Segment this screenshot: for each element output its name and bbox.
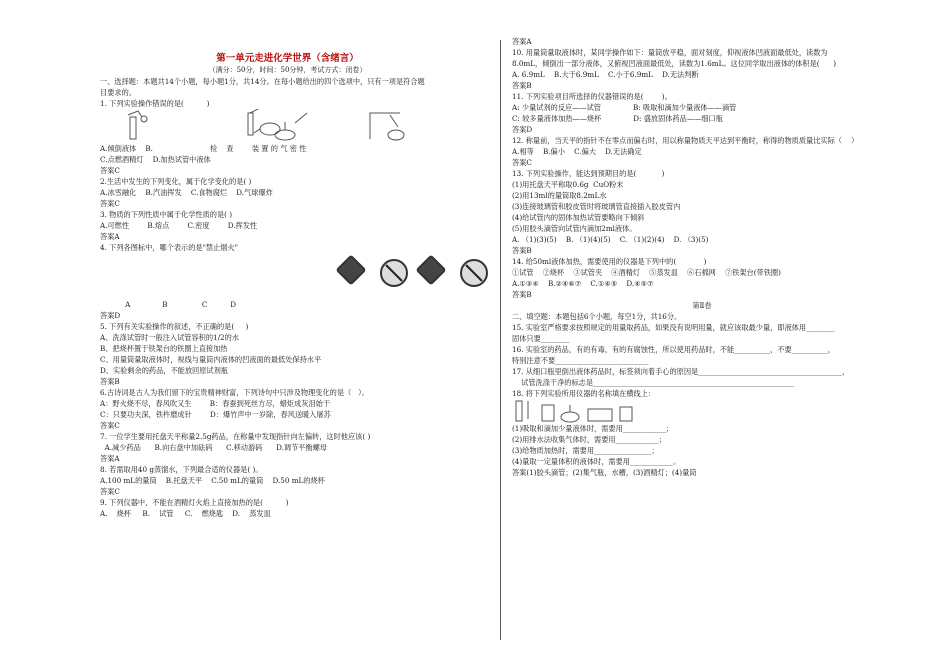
pour-liquid-illustration xyxy=(128,111,147,139)
text-line: 3. 物质的下列性质中属于化学性质的是( ) xyxy=(100,210,233,219)
heat-tube-illustration xyxy=(370,113,404,140)
experiment-illustrations xyxy=(100,109,475,143)
graduated-cylinder-icon xyxy=(516,401,522,421)
text-line: 特别注意不要__________________________ xyxy=(512,356,649,365)
page-title: 第一单元走进化学世界（含绪言） xyxy=(216,53,359,64)
apparatus-illustrations xyxy=(512,399,892,423)
text-line: A. 烧杯 B. 试管 C. 燃烧匙 D. 蒸发皿 xyxy=(100,509,271,518)
answer-line: 答案B xyxy=(512,81,532,90)
answer-line: 答案B xyxy=(512,290,532,299)
text-line: 1. 下列实验操作错误的是( ) xyxy=(100,99,210,108)
text-line: 7. 一位学生要用托盘天平称量2.5g药品，在称量中发现指针向左偏转，这时他应该( ) xyxy=(100,432,371,441)
text-line: 14. 给50ml液体加热，需要使用的仪器是下列中的( ) xyxy=(512,257,707,266)
answer-line: 答案A xyxy=(100,454,120,463)
text-line: (1)用托盘天平称取0.6g CuO粉末 xyxy=(512,180,624,189)
text-line: A：野火烧不尽，春风吹又生 B：春蚕到死丝方尽，蜡炬成灰泪始干 xyxy=(100,399,331,408)
beaker-icon xyxy=(620,407,632,421)
answer-line: 答案(1)胶头滴管；(2)集气瓶，水槽，(3)酒精灯；(4)量筒 xyxy=(512,468,697,477)
text-line: 16. 实验室的药品，有的有毒，有的有腐蚀性，所以使用药品时，不能__________，不要__________， xyxy=(512,345,835,354)
answer-line: 答案C xyxy=(100,421,120,430)
text-line: A.冰雪融化 B.汽油挥发 C.食物腐烂 D.气球爆炸 xyxy=(100,188,273,197)
text-line: C: 较多量液体加热——烧杯 D: 盛放固体药品——细口瓶 xyxy=(512,114,723,123)
text-line: A. （1)(3)(5) B. （1)(4)(5) C. （1)(2)(4) D. （3)(5) xyxy=(512,235,709,244)
text-line: (2)用排水法收集气体时，需要用____________； xyxy=(512,435,666,444)
no-smoking-icon xyxy=(460,259,488,287)
text-line: A.相等 B.偏小 C.偏大 D.无法确定 xyxy=(512,147,642,156)
text-line: 17. 从细口瓶里倒出液体药品时，标签须向着手心的原因是________________________________________， xyxy=(512,367,850,376)
text-line: C：只要功夫深，铁杵磨成针 D：爆竹声中一岁除，春风送暖入屠苏 xyxy=(100,410,331,419)
warning-diamond-icon xyxy=(335,254,366,285)
text-line: D、实验剩余的药品，不能放回原试剂瓶 xyxy=(100,366,228,375)
text-line: (4)量取一定量体积的液体时，需要用____________。 xyxy=(512,457,681,466)
answer-line: 答案A xyxy=(100,232,120,241)
answer-line: 答案C xyxy=(100,199,120,208)
text-line: 固体只要________ xyxy=(512,334,570,343)
gas-jar-icon xyxy=(542,405,554,421)
text-line: A.①③④ B.②④⑥⑦ C.①④⑤ D.④⑤⑦ xyxy=(512,279,654,288)
answer-line: 答案C xyxy=(100,166,120,175)
toxic-diamond-icon xyxy=(415,254,446,285)
text-line: 2.生活中发生的下列变化，属于化学变化的是( ) xyxy=(100,177,252,186)
text-line: A.可燃性 B.熔点 C.密度 D.挥发性 xyxy=(100,221,258,230)
text-line: 5. 下列有关实验操作的叙述，不正确的是( ) xyxy=(100,322,249,331)
text-line: (3)连接玻璃管和胶皮管时将玻璃管直接插入胶皮管内 xyxy=(512,202,681,211)
text-line: C.点燃酒精灯 D.加热试管中液体 xyxy=(100,155,211,164)
text-line: A: 少量试剂的反应——试管 B: 吸取和滴加少量液体——滴管 xyxy=(512,103,737,112)
text-line: 8.0mL，倾倒出一部分液体，又俯视凹液面最低处，读数为1.6mL。这位同学取出液体的体积是( ) xyxy=(512,59,837,68)
text-line: A. 6.9mL B.大于6.9mL C.小于6.9mL D.无法判断 xyxy=(512,70,699,79)
answer-line: 答案B xyxy=(512,246,532,255)
text-line: (5)用胶头滴管向试管内滴加2ml液体。 xyxy=(512,224,637,233)
alcohol-lamp-icon xyxy=(561,405,579,422)
text-line: 10. 用量筒量取液体时，某同学操作如下：量筒放平稳，面对刻度，仰视液体凹液面最低处，读数为 xyxy=(512,48,828,57)
text-line: (4)给试管内的固体加热试管要略向下倾斜 xyxy=(512,213,645,222)
text-line: (2)用13ml的量筒取8.2mL水 xyxy=(512,191,607,200)
text-line: 15. 实验室严格要求按照规定的用量取药品，如果没有说明用量，就应该取最少量，即液体用________ xyxy=(512,323,835,332)
text-line: 4. 下列各图标中，哪个表示的是"禁止烟火" xyxy=(100,243,238,252)
text-line: A、洗涤试管时一般注入试管容积的1/2的水 xyxy=(100,333,239,342)
answer-line: 答案B xyxy=(100,377,120,386)
text-line: B、把烧杯置于铁架台的铁圈上直接加热 xyxy=(100,344,228,353)
answer-line: 答案A xyxy=(512,37,532,46)
text-line: 二、填空题：本题包括6个小题，每空1分，共16分。 xyxy=(512,312,682,321)
no-fire-icon xyxy=(380,259,408,287)
text-line: (3)给物质加热时，需要用________________； xyxy=(512,446,659,455)
text-line: A B C D xyxy=(100,300,236,309)
text-line: 11. 下列实验项目所选择的仪器错误的是( )。 xyxy=(512,92,672,101)
text-line: 8. 若需取用40 g蒸馏水，下列最合适的仪器是( )。 xyxy=(100,465,263,474)
text-line: 试管洗涤干净的标志是________________________________________________________ xyxy=(512,378,795,387)
answer-line: 答案D xyxy=(512,125,533,134)
text-line: A.减少药品 B.向右盘中加砝码 C.移动游码 D.调节平衡螺母 xyxy=(100,443,327,452)
section-heading: 第Ⅱ卷 xyxy=(692,301,712,310)
text-line: 13. 下列实验操作，能达到预期目的是( ) xyxy=(512,169,665,178)
text-line: A.倾倒液体 B. 检 查 装 置 的 气 密 性 xyxy=(100,144,307,153)
text-line: (1)吸取和滴加少量液体时，需要用____________； xyxy=(512,424,674,433)
right-body xyxy=(512,36,892,478)
text-line: 12. 称量前，当天平的指针不在零点而偏右时，用以称量物质天平达到平衡时，称得的物质质量比实际（ ） xyxy=(512,136,859,145)
answer-line: 答案D xyxy=(100,311,121,320)
answer-line: 答案C xyxy=(100,487,120,496)
left-body xyxy=(100,76,475,519)
safety-signs-row xyxy=(100,259,475,299)
airtightness-check-illustration xyxy=(248,109,280,135)
text-line: A.100 mL的量筒 B.托盘天平 C.50 mL的量筒 D.50 mL的烧杯 xyxy=(100,476,325,485)
column-divider xyxy=(500,40,501,640)
text-line: 18. 将下列实验所用仪器的名称填在横线上： xyxy=(512,389,656,398)
text-line: 9. 下列仪器中，不能在酒精灯火焰上直接加热的是( ) xyxy=(100,498,289,507)
left-column xyxy=(100,36,475,519)
page-subtitle: （满分：50分，时间：50分钟，考试方式：闭卷） xyxy=(208,66,367,74)
text-line: 一、选择题：本题共14个小题，每小题1分，共14分。在每小题给出的四个选项中，只有一项是符合题 xyxy=(100,77,425,86)
text-line: 目要求的。 xyxy=(100,88,136,97)
alcohol-lamp-illustration xyxy=(275,113,307,140)
answer-line: 答案C xyxy=(512,158,532,167)
text-line: 6.古诗词是古人为我们留下的宝贵精神财富，下列诗句中只涉及物理变化的是（ ）。 xyxy=(100,388,369,397)
text-line: ①试管 ②烧杯 ③试管夹 ④酒精灯 ⑤蒸发皿 ⑥石棉网 ⑦铁架台(带铁圈) xyxy=(512,268,781,277)
right-column xyxy=(512,36,892,478)
text-line: C、用量筒量取液体时，视线与量筒内液体的凹液面的最低处保持水平 xyxy=(100,355,322,364)
trough-icon xyxy=(588,409,612,421)
